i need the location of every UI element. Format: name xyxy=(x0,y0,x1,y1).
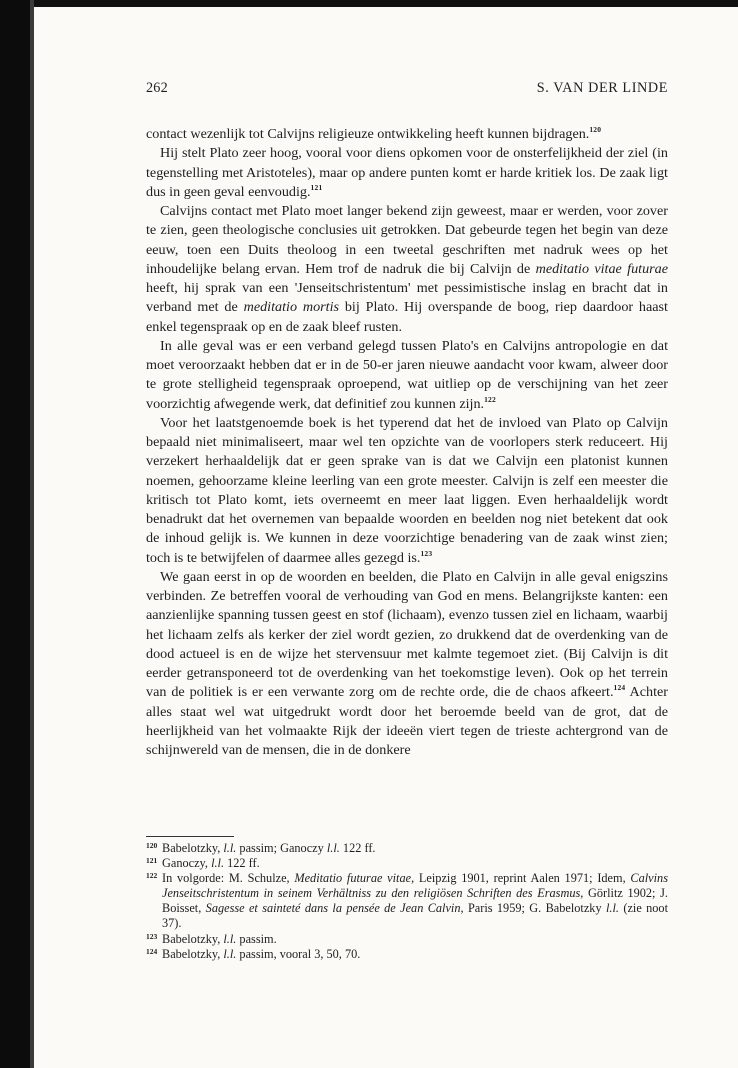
footnote-121: 121 Ganoczy, l.l. 122 ff. xyxy=(146,856,260,871)
paragraph-2 xyxy=(146,144,668,202)
footnote-italic: Calvins Jenseitschristentum in seinem Verhältniss zu den religiösen Schriften des Erasmus, xyxy=(162,871,668,901)
footnote-italic: l.l. xyxy=(211,856,225,871)
paragraph-3-text-c: heeft, hij sprak van een 'Jenseitschristentum' met pessimistische inslag en bracht dat in verband met de xyxy=(146,280,668,316)
paragraph-5-text: Voor het laatstgenoemde boek is het typerend dat het de invloed van Plato op Calvijn bepaald niet minimaliseert, maar wel ten opzichte van de voorlopers sterk reduceert. Hij verzekert herhaaldelijk dat er geen sprake van is dat we Calvijn een platonist kunnen noemen, gehoorzame kleine leerling van een grote meester. Calvijn is zelf een meester die kritisch tot Plato komt, iets overneemt en meer laat liggen. Even herhaaldelijk wordt benadrukt dat het overnemen van bepaalde woorden en beelden nog niet betekent dat ook de inhoud gelijk is. We kunnen in deze voorzichtige benadering van de zaak winst zien; toch is te betwijfelen of daarmee alles gezegd is. xyxy=(146,414,668,566)
footnote-italic: l.l. xyxy=(605,901,619,916)
footnotes xyxy=(146,841,668,962)
page-header xyxy=(146,80,668,100)
footnote-text: Görlitz 1902; J. Boisset, xyxy=(162,886,668,916)
footnote-italic: Sagesse et sainteté dans la pensée de Jean Calvin, xyxy=(205,901,464,916)
footnote-text: In volgorde: M. Schulze, xyxy=(162,871,290,886)
paragraph-4 xyxy=(146,337,668,414)
footnote-text: passim. xyxy=(239,931,277,946)
footnote-text: (zie noot 37). xyxy=(162,901,668,931)
footnote-italic: l.l. xyxy=(223,931,237,946)
running-head: S. VAN DER LINDE xyxy=(536,80,668,96)
body-text xyxy=(146,125,668,760)
footnote-italic: Meditatio futurae vitae, xyxy=(294,871,415,886)
footnote-text: passim, vooral 3, 50, 70. xyxy=(239,946,361,961)
paragraph-1 xyxy=(146,125,668,144)
paragraph-3 xyxy=(146,202,668,337)
paragraph-3-italic-meditatio-mortis: meditatio mortis xyxy=(243,299,340,316)
paragraph-3-italic-meditatio-vitae: meditatio vitae futurae xyxy=(535,260,669,277)
page-number: 262 xyxy=(146,80,168,96)
footnote-italic: l.l. xyxy=(223,841,237,855)
footnote-ref-123: 123 xyxy=(420,548,433,558)
footnote-text: passim; Ganoczy xyxy=(239,841,324,855)
footnote-124: 124 Babelotzky, l.l. passim, vooral 3, 50, 70. xyxy=(146,946,361,961)
paragraph-5 xyxy=(146,414,668,568)
footnote-ref-120: 120 xyxy=(589,125,602,134)
footnote-ref-122: 122 xyxy=(484,394,496,404)
footnote-italic: l.l. xyxy=(326,841,340,855)
paragraph-6-text-a: We gaan eerst in op de woorden en beelden, die Plato en Calvijn in alle geval enigszins verbinden. Ze betreffen vooral de verhouding van God en mens. Belangrijkste kanten: een aanzienlijke spanning tussen geest en stof (lichaam), evenzo tussen ziel en lichaam, waarbij het lichaam zelfs als kerker der ziel wordt gezien, zo drukkend dat de overdenking van de dood actueel is en de wijze het stervensuur met kalmte tegemoet ziet. (Bij Calvijn is dit eerder getransponeerd tot de overdenking van het toekomstige leven). Ook op het terrein van de politiek is er een verwante zorg om de rechte orde, die de chaos afkeert. xyxy=(146,568,668,701)
footnote-text: Paris 1959; G. Babelotzky xyxy=(467,901,602,916)
paragraph-3-text-a: Calvijns contact met Plato moet langer bekend zijn geweest, maar er werden, voor zover te zien, geen theologische conclusies uit getrokken. Dat gebeurde tegen het begin van deze eeuw, toen een Duits theoloog in een tweetal geschriften met nadruk wees op het inhoudelijke belang ervan. Hem trof de nadruk die bij Calvijn de xyxy=(146,203,668,277)
scan-border-top xyxy=(0,0,738,7)
footnote-text: Leipzig 1901, reprint Aalen 1971; Idem, xyxy=(418,871,626,886)
paragraph-6 xyxy=(146,568,668,761)
footnote-ref-124: 124 xyxy=(613,683,626,693)
paragraph-2-text: Hij stelt Plato zeer hoog, vooral voor diens opkomen voor de onsterfelijkheid der ziel (in tegenstelling met Aristoteles), maar op andere punten komt er harde kritiek los. De zaak ligt dus in geen geval eenvoudig. xyxy=(146,145,668,200)
footnote-123: 123 Babelotzky, l.l. passim. xyxy=(146,931,277,946)
footnote-text: 122 ff. xyxy=(227,856,260,871)
scan-border-left xyxy=(0,0,34,1068)
footnote-text: Babelotzky, xyxy=(162,931,221,946)
paragraph-1-text: contact wezenlijk tot Calvijns religieuze ontwikkeling heeft kunnen bijdragen. xyxy=(146,126,590,142)
paragraph-6-text-b: Achter alles staat wel wat uitgedrukt wordt door het beroemde beeld van de grot, dat de heerlijkheid van het volmaakte Rijk der ideeën viert tegen de trieste achtergrond van de schijnwereld van de mensen, die in de donkere xyxy=(146,684,669,758)
footnote-text: Ganoczy, xyxy=(162,856,208,871)
footnote-120: 120 Babelotzky, l.l. passim; Ganoczy l.l. 122 ff. xyxy=(146,841,376,855)
footnote-text: Babelotzky, xyxy=(162,841,221,855)
footnote-text: 122 ff. xyxy=(342,841,376,855)
footnote-italic: l.l. xyxy=(223,946,237,961)
paragraph-3-text-e: bij Plato. Hij overspande de boog, riep daardoor haast enkel tegenspraak op en de zaak bleef rusten. xyxy=(146,299,668,335)
footnote-text: Babelotzky, xyxy=(162,946,221,961)
paragraph-4-text: In alle geval was er een verband gelegd tussen Plato's en Calvijns antropologie en dat moet veroorzaakt hebben dat er in de 50-er jaren nieuwe aandacht voor kwam, alweer door te grote stelligheid tegenspraak oproepend, wat uitliep op de verschijning van het zeer voorzichtig afwegende werk, dat definitief zou kunnen zijn. xyxy=(146,337,668,412)
footnote-ref-121: 121 xyxy=(310,182,323,192)
footnote-rule xyxy=(146,836,234,837)
footnote-122: 122 In volgorde: M. Schulze, Meditatio futurae vitae, Leipzig 1901, reprint Aalen 1971; Idem, Calvins Jenseitschristentum in seinem Verhältniss zu den religiösen Schriften des Erasmus, Görlitz 1902; J. Boisset, Sagesse et sainteté dans la pensée de Jean Calvin, Paris 1959; G. Babelotzky l.l. (zie noot 37). xyxy=(146,871,668,931)
